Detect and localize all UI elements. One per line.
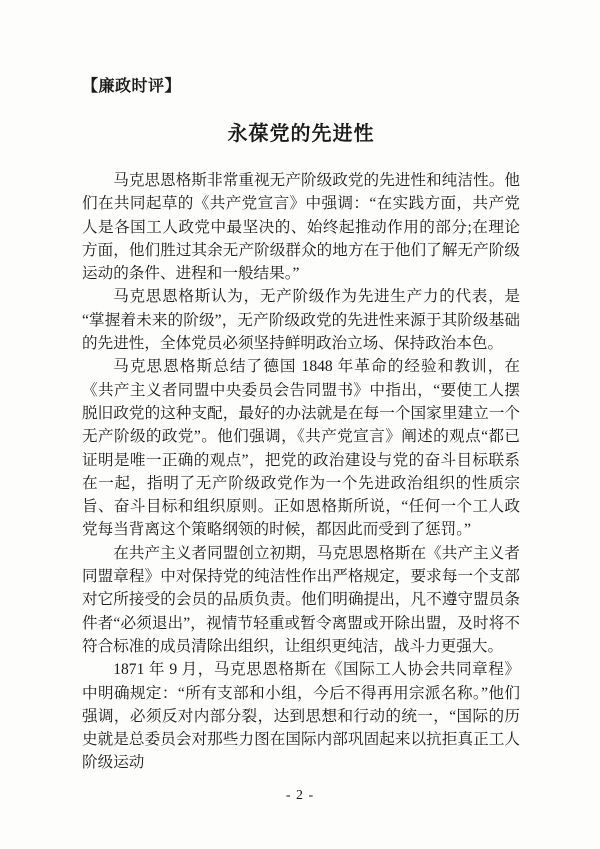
paragraph-3: 马克思恩格斯总结了德国 1848 年革命的经验和教训，在《共产主义者同盟中央委员会告同盟书》中指出，“要使工人摆脱旧政党的这种支配，最好的办法就是在每一个国家里建立一个无产阶级的政党”。他们强调，《共产党宣言》阐述的观点“都已证明是唯一正确的观点”，把党的政治建设与党的奋斗目标联系在一起，指明了无产阶级政党作为一个先进政治组织的性质宗旨、奋斗目标和组织原则。正如恩格斯所说，“任何一个工人政党每当背离这个策略纲领的时候，都因此而受到了惩罚。” bbox=[82, 358, 520, 539]
article-body bbox=[82, 169, 520, 775]
page-number: - 2 - bbox=[285, 788, 315, 803]
column-header: 【廉政时评】 bbox=[82, 78, 182, 95]
paragraph-5: 1871 年 9 月，马克思恩格斯在《国际工人协会共同章程》中明确规定：“所有支部和小组，今后不得再用宗派名称。”他们强调，必须反对内部分裂，达到思想和行动的统一，“国际的历史就是总委员会对那些力图在国际内部巩固起来以抗拒真正工人阶级运动 bbox=[82, 661, 520, 772]
paragraph-1: 马克思恩格斯非常重视无产阶级政党的先进性和纯洁性。他们在共同起草的《共产党宣言》中强调：“在实践方面，共产党人是各国工人政党中最坚决的、始终起推动作用的部分;在理论方面，他们胜过其余无产阶级群众的地方在于他们了解无产阶级运动的条件、进程和一般结果。” bbox=[82, 172, 520, 283]
paragraph-4: 在共产主义者同盟创立初期，马克思恩格斯在《共产主义者同盟章程》中对保持党的纯洁性作出严格规定，要求每一个支部对它所接受的会员的品质负责。他们明确提出，凡不遵守盟员条件者“必须退出”，视情节轻重或暂令离盟或开除出盟，及时将不符合标准的成员清除出组织，让组织更纯洁，战斗力更强大。 bbox=[82, 544, 520, 655]
article-title: 永葆党的先进性 bbox=[227, 123, 375, 145]
paragraph-2: 马克思恩格斯认为，无产阶级作为先进生产力的代表，是“掌握着未来的阶级”，无产阶级政党的先进性来源于其阶级基础的先进性，全体党员必须坚持鲜明政治立场、保持政治本色。 bbox=[82, 288, 520, 353]
